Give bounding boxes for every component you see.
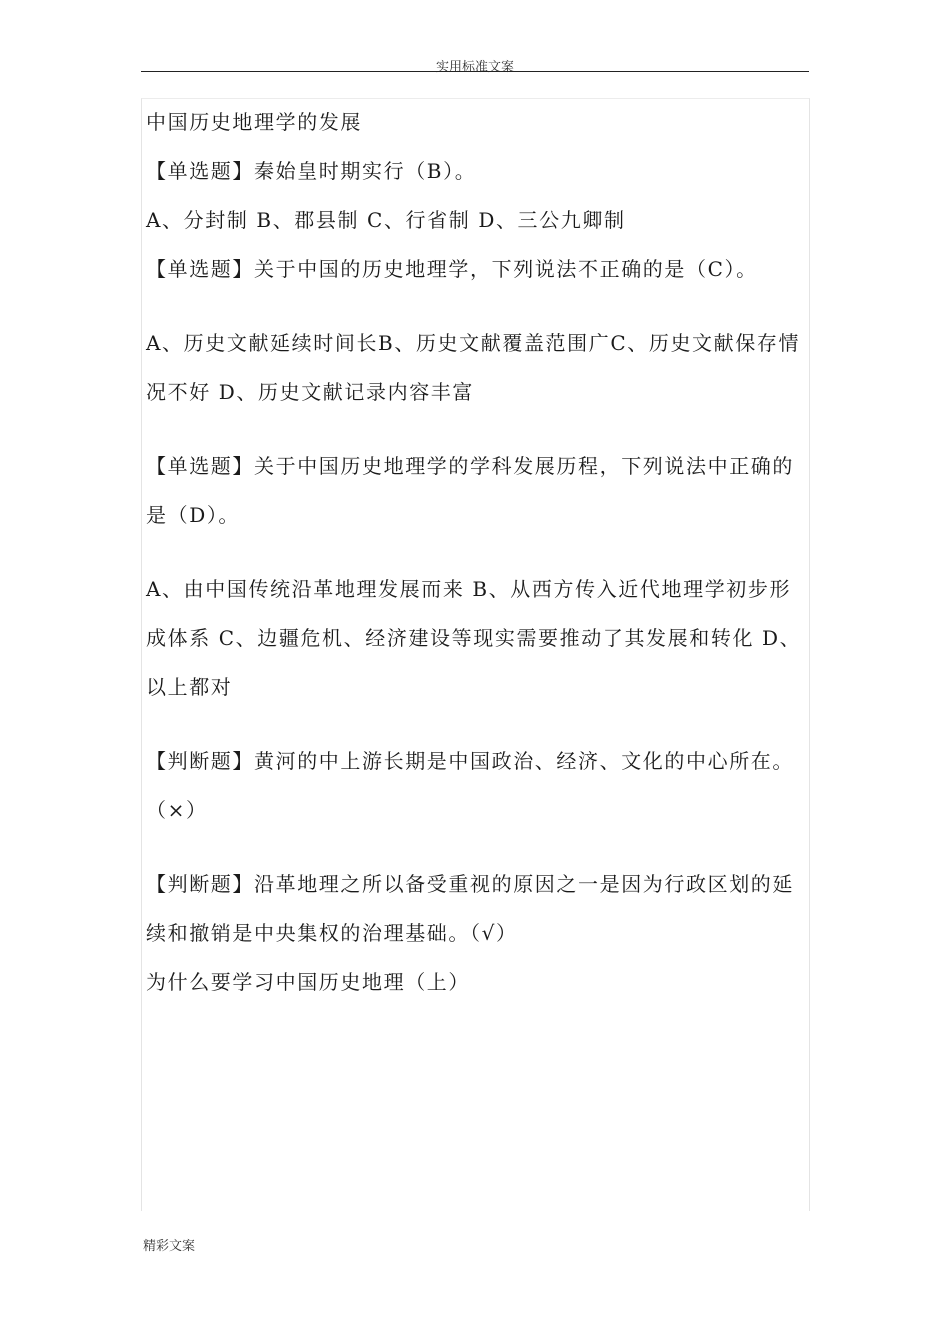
section-title: 中国历史地理学的发展 — [146, 110, 362, 134]
question-2-options — [146, 319, 810, 417]
question-single-choice-3 — [146, 442, 810, 540]
true-false-2-line: 【判断题】沿革地理之所以备受重视的原因之一是因为行政区划的延 — [146, 872, 794, 896]
document-body — [146, 98, 810, 1007]
true-false-1-line: （×） — [146, 798, 208, 822]
page-footer-text: 精彩文案 — [143, 1239, 196, 1254]
question-3-line: 是（D）。 — [146, 503, 241, 527]
question-2-options-line: A、历史文献延续时间长B、历史文献覆盖范围广C、历史文献保存情 — [146, 331, 801, 355]
question-3-options-line: 成体系 C、边疆危机、经济建设等现实需要推动了其发展和转化 D、 — [146, 626, 802, 650]
true-false-2-line: 续和撤销是中央集权的治理基础。（√） — [146, 921, 518, 945]
section-title: 为什么要学习中国历史地理（上） — [146, 970, 470, 994]
question-3-options — [146, 565, 810, 712]
question-2-options-line: 况不好 D、历史文献记录内容丰富 — [146, 380, 474, 404]
question-single-choice-1: 【单选题】秦始皇时期实行（B）。 — [146, 159, 477, 183]
question-3-options-line: 以上都对 — [146, 675, 233, 699]
question-3-options-line: A、由中国传统沿革地理发展而来 B、从西方传入近代地理学初步形 — [146, 577, 792, 601]
page-header-title: 实用标准文案 — [435, 60, 514, 75]
question-3-line: 【单选题】关于中国历史地理学的学科发展历程，下列说法中正确的 — [146, 454, 794, 478]
question-true-false-2 — [146, 860, 810, 958]
question-1-options: A、分封制 B、郡县制 C、行省制 D、三公九卿制 — [146, 208, 626, 232]
question-single-choice-2: 【单选题】关于中国的历史地理学，下列说法不正确的是（C）。 — [146, 257, 758, 281]
true-false-1-line: 【判断题】黄河的中上游长期是中国政治、经济、文化的中心所在。 — [146, 749, 794, 773]
question-true-false-1 — [146, 737, 810, 835]
header-divider — [141, 71, 809, 72]
